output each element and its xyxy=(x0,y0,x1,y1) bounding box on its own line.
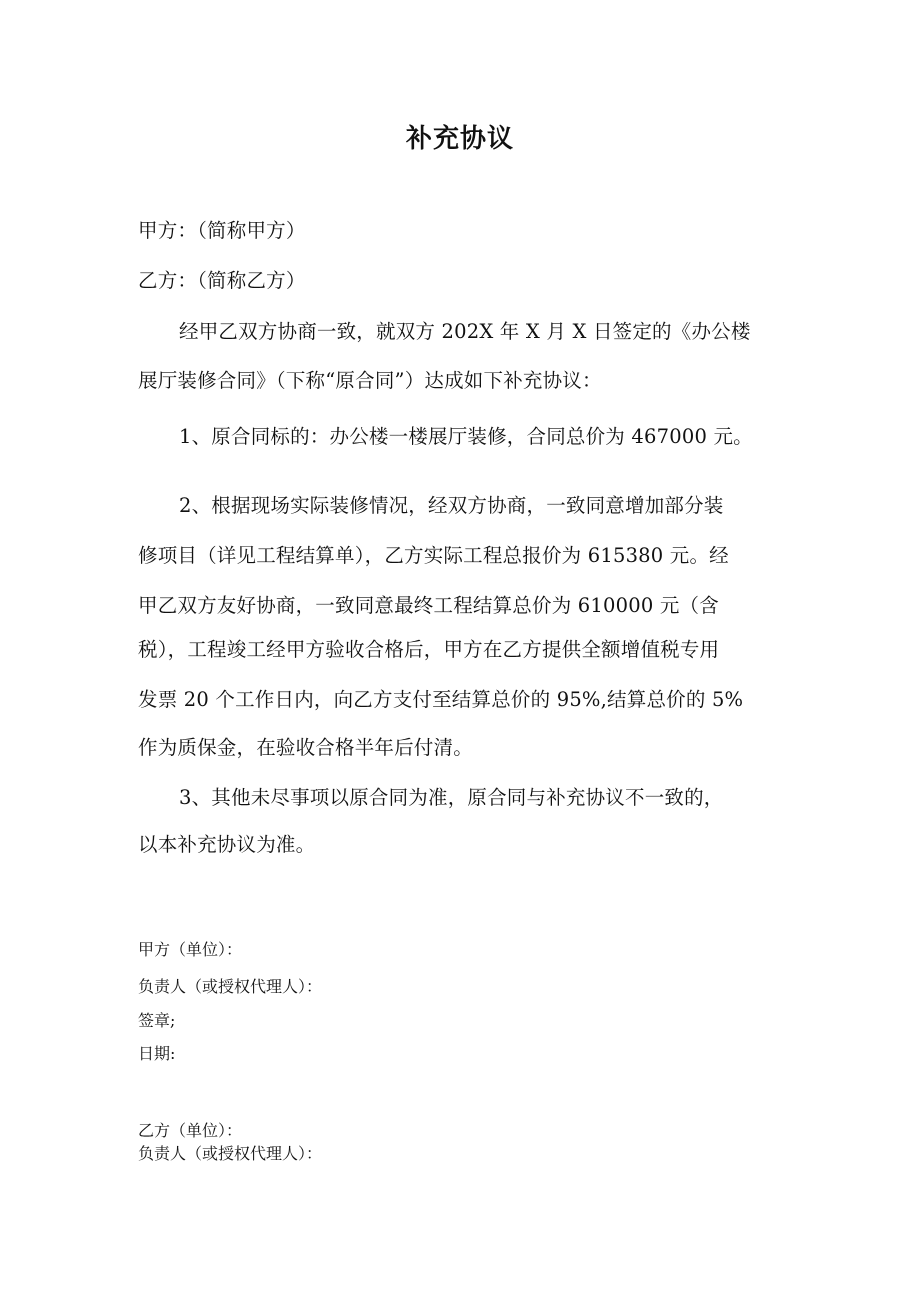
party-a-seal-label: 签章; xyxy=(138,1011,176,1030)
clause-3-line-1: 3、其他未尽事项以原合同为准，原合同与补充协议不一致的， xyxy=(179,786,724,809)
party-b-representative-label: 负责人（或授权代理人）： xyxy=(138,1144,323,1163)
clause-2-line-6: 作为质保金，在验收合格半年后付清。 xyxy=(138,736,473,759)
clause-2-line-1: 2、根据现场实际装修情况，经双方协商，一致同意增加部分装 xyxy=(179,494,724,517)
party-a-unit-label: 甲方（单位）： xyxy=(138,940,243,959)
intro-line-2: 展厅装修合同》（下称“原合同”）达成如下补充协议： xyxy=(138,369,602,392)
document-title: 补充协议 xyxy=(405,124,514,154)
party-b-line: 乙方：（简称乙方） xyxy=(138,269,306,292)
clause-2-line-4: 税），工程竣工经甲方验收合格后，甲方在乙方提供全额增值税专用 xyxy=(138,638,720,661)
clause-3-line-2: 以本补充协议为准。 xyxy=(138,833,316,856)
clause-1-line-1: 1、原合同标的：办公楼一楼展厅装修，合同总价为 467000 元。 xyxy=(179,425,753,448)
clause-2-line-2: 修项目（详见工程结算单），乙方实际工程总报价为 615380 元。经 xyxy=(138,544,729,567)
party-a-line: 甲方：（简称甲方） xyxy=(138,219,306,242)
clause-2-line-3: 甲乙双方友好协商，一致同意最终工程结算总价为 610000 元（含 xyxy=(138,594,719,617)
clause-2-line-5: 发票 20 个工作日内，向乙方支付至结算总价的 95%,结算总价的 5% xyxy=(138,688,744,711)
intro-line-1: 经甲乙双方协商一致，就双方 202X 年 X 月 X 日签定的《办公楼 xyxy=(179,320,751,343)
party-a-representative-label: 负责人（或授权代理人）： xyxy=(138,977,323,996)
party-a-date-label: 日期: xyxy=(138,1044,176,1063)
party-b-unit-label: 乙方（单位）： xyxy=(138,1121,243,1140)
